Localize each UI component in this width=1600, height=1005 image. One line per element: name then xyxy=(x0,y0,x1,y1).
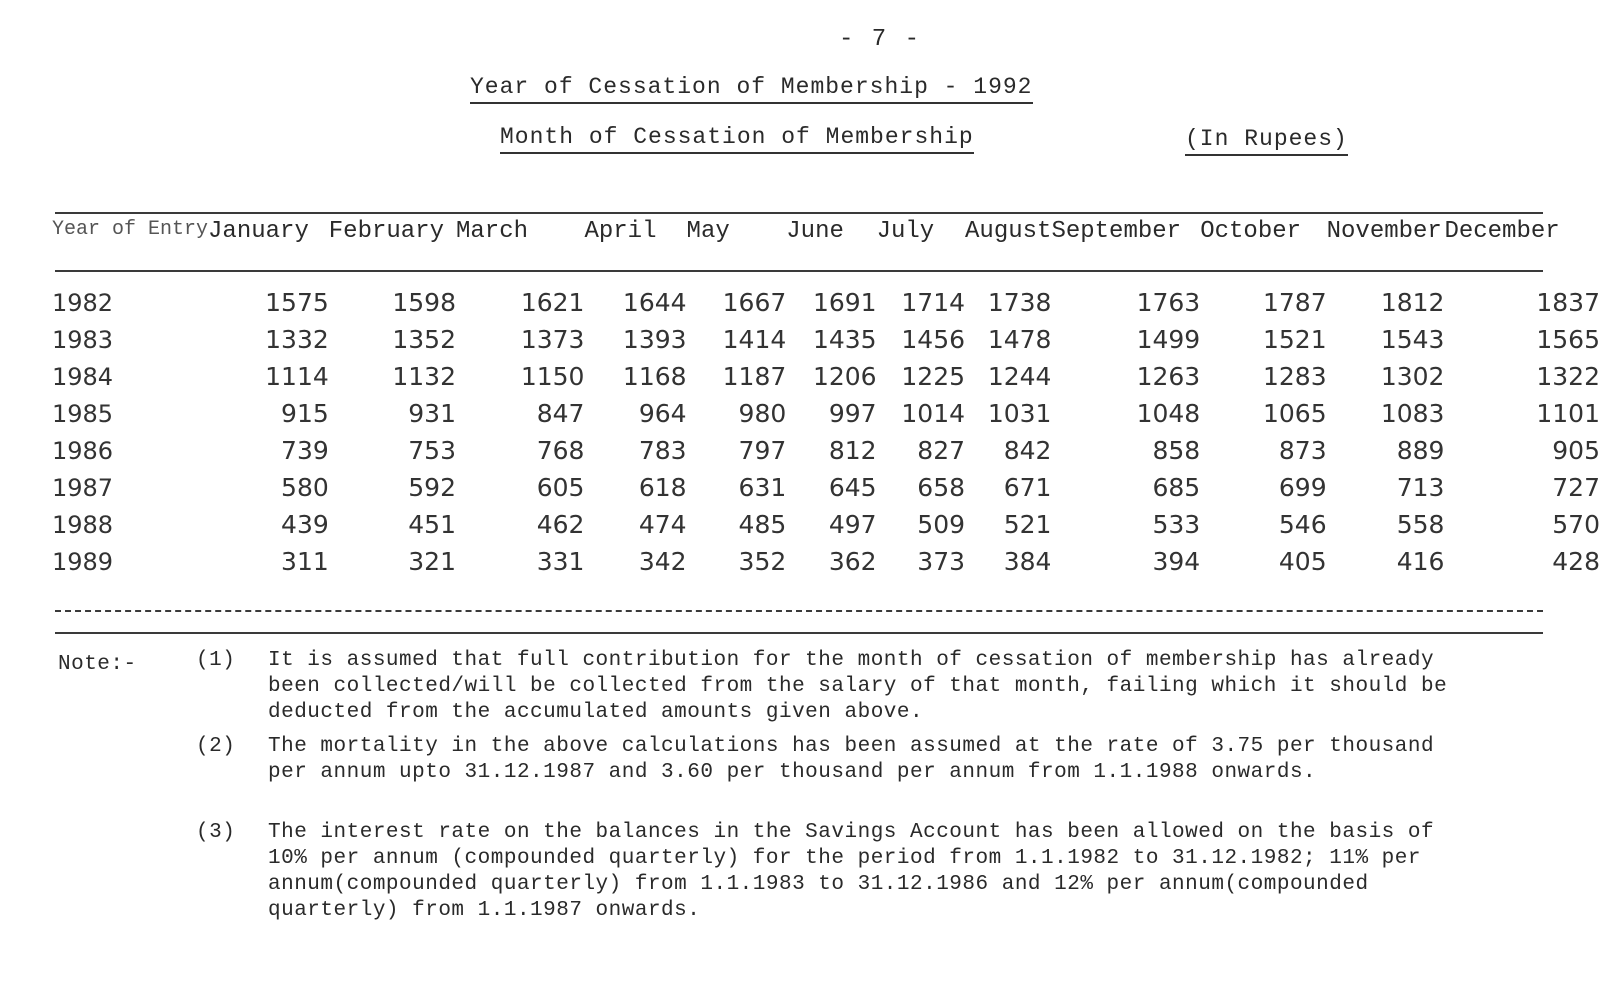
table-cell: 1575 xyxy=(265,288,329,317)
table-cell: 842 xyxy=(1003,436,1052,465)
header-september: September xyxy=(1051,218,1182,245)
table-cell: 605 xyxy=(536,473,585,502)
table-cell: 685 xyxy=(1152,473,1201,502)
table-cell: 1393 xyxy=(622,325,687,354)
table-cell: 474 xyxy=(638,510,687,539)
table-cell: 1499 xyxy=(1136,325,1201,354)
header-june: June xyxy=(786,218,844,245)
table-cell: 373 xyxy=(917,547,966,576)
table-cell: 645 xyxy=(828,473,877,502)
table-cell: 570 xyxy=(1552,510,1600,539)
row-year-of-entry: 1986 xyxy=(52,436,114,465)
table-cell: 915 xyxy=(281,399,329,428)
table-cell: 1714 xyxy=(901,288,966,317)
table-cell: 1763 xyxy=(1136,288,1201,317)
note-text: It is assumed that full contribution for the month of cessation of membership has already been collected/will be collected from the salary of that month, failing which it should be deducted from the accumulated amounts given above. xyxy=(268,649,1448,724)
table-cell: 812 xyxy=(828,436,877,465)
table-cell: 905 xyxy=(1552,436,1600,465)
table-cell: 1456 xyxy=(901,325,966,354)
header-november: November xyxy=(1326,218,1442,245)
table-cell: 658 xyxy=(917,473,966,502)
table-cell: 1621 xyxy=(520,288,585,317)
header-august: August xyxy=(965,218,1052,245)
table-cell: 1065 xyxy=(1262,399,1327,428)
page-number: - 7 - xyxy=(838,26,921,53)
table-cell: 931 xyxy=(408,399,456,428)
table-cell: 1263 xyxy=(1136,362,1201,391)
table-cell: 580 xyxy=(281,473,329,502)
table-bottom-rule xyxy=(55,610,1543,612)
table-cell: 671 xyxy=(1003,473,1052,502)
table-cell: 1837 xyxy=(1536,288,1600,317)
table-top-rule xyxy=(55,212,1543,214)
header-march: March xyxy=(456,218,529,245)
table-cell: 521 xyxy=(1003,510,1052,539)
table-subtitle-text: Month of Cessation of Membership xyxy=(500,124,974,154)
table-cell: 321 xyxy=(408,547,456,576)
table-cell: 1565 xyxy=(1536,325,1600,354)
table-row xyxy=(52,358,1600,395)
contribution-table xyxy=(52,218,1600,580)
row-year-of-entry: 1989 xyxy=(52,547,114,576)
table-row xyxy=(52,321,1600,358)
table-cell: 1048 xyxy=(1136,399,1201,428)
note-number: (1) xyxy=(196,649,236,672)
table-cell: 1283 xyxy=(1262,362,1327,391)
table-cell: 1352 xyxy=(392,325,456,354)
table-cell: 858 xyxy=(1152,436,1201,465)
table-cell: 797 xyxy=(738,436,787,465)
header-year-of-entry: Year of Entry xyxy=(52,218,209,241)
table-cell: 1187 xyxy=(722,362,787,391)
table-cell: 964 xyxy=(638,399,687,428)
table-cell: 352 xyxy=(738,547,787,576)
table-cell: 416 xyxy=(1396,547,1445,576)
table-cell: 739 xyxy=(281,436,329,465)
row-year-of-entry: 1985 xyxy=(52,399,114,428)
table-cell: 753 xyxy=(408,436,456,465)
table-cell: 1083 xyxy=(1380,399,1445,428)
table-cell: 533 xyxy=(1152,510,1201,539)
table-cell: 1435 xyxy=(812,325,877,354)
table-cell: 1168 xyxy=(622,362,687,391)
row-year-of-entry: 1982 xyxy=(52,288,114,317)
table-row xyxy=(52,543,1600,580)
table-cell: 1644 xyxy=(622,288,687,317)
table-row xyxy=(52,395,1600,432)
table-cell: 592 xyxy=(408,473,456,502)
table-cell: 827 xyxy=(917,436,966,465)
table-cell: 1787 xyxy=(1262,288,1327,317)
header-january: January xyxy=(208,218,309,245)
table-cell: 1150 xyxy=(520,362,585,391)
table-cell: 1322 xyxy=(1536,362,1600,391)
table-cell: 497 xyxy=(828,510,877,539)
table-cell: 1478 xyxy=(987,325,1052,354)
table-cell: 1225 xyxy=(901,362,966,391)
table-cell: 1031 xyxy=(987,399,1052,428)
row-year-of-entry: 1983 xyxy=(52,325,114,354)
table-cell: 558 xyxy=(1396,510,1445,539)
currency-units xyxy=(1185,126,1385,152)
table-cell: 1373 xyxy=(520,325,585,354)
table-cell: 1302 xyxy=(1380,362,1445,391)
table-cell: 362 xyxy=(828,547,877,576)
row-year-of-entry: 1987 xyxy=(52,473,114,502)
note-text: The interest rate on the balances in the Savings Account has been allowed on the basis of 10% per annum (compounded quarterly) for the period from 1.1.1982 to 31.12.1982; 11% per annum(compounded quarterly) from 1.1.1983 to 31.12.1986 and 12% per annum(compounded quarterly) from 1.1.1987 onwards. xyxy=(268,821,1435,922)
header-july: July xyxy=(876,218,935,245)
table-cell: 699 xyxy=(1278,473,1327,502)
table-cell: 384 xyxy=(1003,547,1052,576)
table-cell: 485 xyxy=(738,510,787,539)
table-cell: 405 xyxy=(1278,547,1327,576)
table-cell: 783 xyxy=(638,436,687,465)
header-february: February xyxy=(328,218,444,245)
table-cell: 1244 xyxy=(987,362,1052,391)
table-cell: 889 xyxy=(1396,436,1445,465)
table-cell: 997 xyxy=(828,399,877,428)
header-april: April xyxy=(584,218,657,245)
table-cell: 1738 xyxy=(987,288,1052,317)
table-cell: 1598 xyxy=(392,288,456,317)
table-cell: 980 xyxy=(738,399,787,428)
table-cell: 331 xyxy=(536,547,585,576)
table-cell: 873 xyxy=(1278,436,1327,465)
table-cell: 1543 xyxy=(1380,325,1445,354)
table-cell: 1521 xyxy=(1262,325,1327,354)
table-cell: 1101 xyxy=(1536,399,1600,428)
note-number: (3) xyxy=(196,821,236,844)
table-cell: 1691 xyxy=(812,288,877,317)
notes-label: Note:- xyxy=(58,653,137,676)
table-cell: 1667 xyxy=(722,288,787,317)
currency-units-text: (In Rupees) xyxy=(1185,126,1348,156)
table-row xyxy=(52,432,1600,469)
table-subtitle xyxy=(500,124,1000,150)
header-december: December xyxy=(1444,218,1560,245)
table-cell: 439 xyxy=(281,510,329,539)
note-text: The mortality in the above calculations has been assumed at the rate of 3.75 per thousand per annum upto 31.12.1987 and 3.60 per thousand per annum from 1.1.1988 onwards. xyxy=(268,735,1435,784)
table-cell: 1014 xyxy=(901,399,966,428)
table-cell: 713 xyxy=(1396,473,1445,502)
table-cell: 768 xyxy=(536,436,585,465)
table-cell: 1414 xyxy=(722,325,787,354)
table-cell: 546 xyxy=(1278,510,1327,539)
header-may: May xyxy=(686,218,730,245)
header-october: October xyxy=(1200,218,1302,245)
table-cell: 631 xyxy=(738,473,787,502)
table-row xyxy=(52,270,1600,321)
table-cell: 394 xyxy=(1152,547,1201,576)
table-row xyxy=(52,506,1600,543)
notes-top-rule xyxy=(55,632,1543,634)
row-year-of-entry: 1984 xyxy=(52,362,114,391)
table-cell: 618 xyxy=(638,473,687,502)
row-year-of-entry: 1988 xyxy=(52,510,114,539)
table-row xyxy=(52,469,1600,506)
table-cell: 1114 xyxy=(265,362,329,391)
table-body xyxy=(52,270,1600,580)
table-cell: 342 xyxy=(638,547,687,576)
table-cell: 509 xyxy=(917,510,966,539)
table-cell: 428 xyxy=(1552,547,1600,576)
table-cell: 1206 xyxy=(812,362,877,391)
table-cell: 311 xyxy=(281,547,329,576)
table-cell: 1332 xyxy=(265,325,329,354)
note-number: (2) xyxy=(196,735,236,758)
table-cell: 1132 xyxy=(392,362,456,391)
document-title xyxy=(470,74,1070,100)
table-header-row xyxy=(52,218,1600,270)
document-title-text: Year of Cessation of Membership - 1992 xyxy=(470,74,1033,104)
table-cell: 1812 xyxy=(1380,288,1445,317)
table-cell: 727 xyxy=(1552,473,1600,502)
table-cell: 451 xyxy=(408,510,456,539)
table-cell: 462 xyxy=(536,510,585,539)
table-cell: 847 xyxy=(536,399,585,428)
